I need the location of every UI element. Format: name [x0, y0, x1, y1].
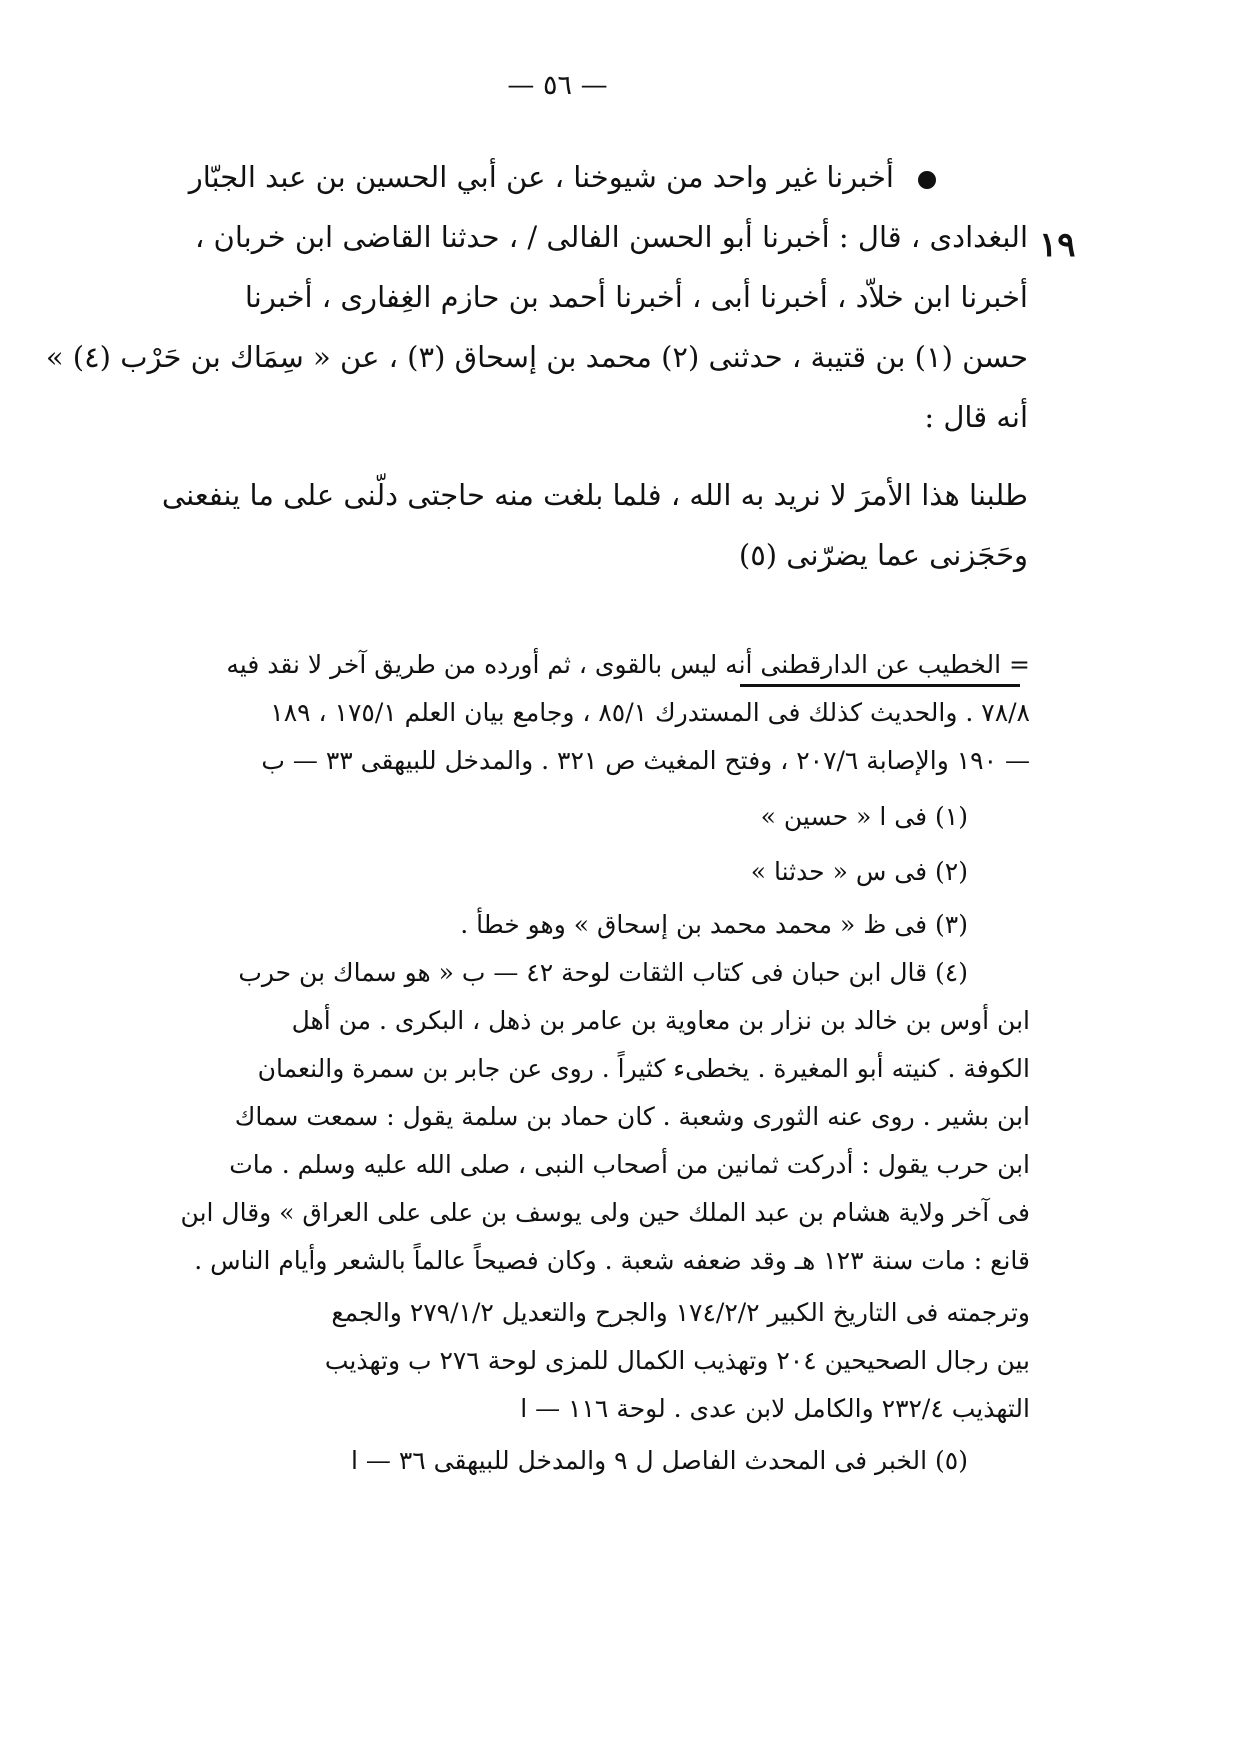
- footnote-line: ٧٨/٨ . والحديث كذلك فى المستدرك ٨٥/١ ، وجامع بيان العلم ١٧٥/١ ، ١٨٩: [270, 698, 1030, 727]
- main-line: حسن (١) بن قتيبة ، حدثنى (٢) محمد بن إسحاق (٣) ، عن « سِمَاك بن حَرْب (٤) »: [45, 340, 1028, 374]
- footnote-line: ابن حرب يقول : أدركت ثمانين من أصحاب النبى ، صلى الله عليه وسلم . مات: [229, 1150, 1030, 1179]
- footnote-line: — ١٩٠ والإصابة ٢٠٧/٦ ، وفتح المغيث ص ٣٢١ . والمدخل للبيهقى ٣٣ — ب: [261, 746, 1030, 775]
- main-line: أخبرنا ابن خلاّد ، أخبرنا أبى ، أخبرنا أحمد بن حازم الغِفارى ، أخبرنا: [244, 280, 1028, 314]
- footnote-line: ابن بشير . روى عنه الثورى وشعبة . كان حماد بن سلمة يقول : سمعت سماك: [234, 1102, 1030, 1131]
- footnote-line: (٤) قال ابن حبان فى كتاب الثقات لوحة ٤٢ — ب « هو سماك بن حرب: [238, 958, 968, 987]
- footnote-line: بين رجال الصحيحين ٢٠٤ وتهذيب الكمال للمزى لوحة ٢٧٦ ب وتهذيب: [324, 1346, 1030, 1375]
- footnote-line: الكوفة . كنيته أبو المغيرة . يخطىء كثيراً . روى عن جابر بن سمرة والنعمان: [257, 1054, 1030, 1083]
- footnote-line: (٥) الخبر فى المحدث الفاصل ل ٩ والمدخل للبيهقى ٣٦ — ا: [350, 1446, 968, 1475]
- main-line: أنه قال :: [924, 400, 1028, 434]
- footnote-line: التهذيب ٢٣٢/٤ والكامل لابن عدى . لوحة ١١٦ — ا: [520, 1394, 1030, 1423]
- side-number: ١٩: [1039, 225, 1076, 265]
- footnote-line: وترجمته فى التاريخ الكبير ١٧٤/٢/٢ والجرح والتعديل ٢٧٩/١/٢ والجمع: [331, 1298, 1030, 1327]
- divider-line: [740, 684, 1020, 687]
- footnote-line: (٢) فى س « حدثنا »: [750, 857, 968, 886]
- bullet-icon: [918, 171, 936, 189]
- footnote-line: = الخطيب عن الدارقطنى أنه ليس بالقوى ، ثم أورده من طريق آخر لا نقد فيه: [226, 650, 1030, 679]
- footnote-line: فى آخر ولاية هشام بن عبد الملك حين ولى يوسف بن على على العراق » وقال ابن: [180, 1198, 1030, 1227]
- main-line: وحَجَزنى عما يضرّنى (٥): [738, 538, 1028, 572]
- page-number: — ٥٦ —: [507, 70, 608, 101]
- footnote-line: ابن أوس بن خالد بن نزار بن معاوية بن عامر بن ذهل ، البكرى . من أهل: [291, 1006, 1030, 1035]
- footnote-line: (٣) فى ظ « محمد محمد بن إسحاق » وهو خطأ .: [460, 910, 968, 939]
- main-line: البغدادى ، قال : أخبرنا أبو الحسن الفالى / ، حدثنا القاضى ابن خربان ،: [194, 220, 1028, 254]
- footnote-line: قانع : مات سنة ١٢٣ هـ وقد ضعفه شعبة . وكان فصيحاً عالماً بالشعر وأيام الناس .: [194, 1246, 1030, 1275]
- main-line: أخبرنا غير واحد من شيوخنا ، عن أبي الحسين بن عبد الجبّار: [188, 160, 894, 194]
- main-line: طلبنا هذا الأمرَ لا نريد به الله ، فلما بلغت منه حاجتى دلّنى على ما ينفعنى: [161, 478, 1028, 512]
- footnote-line: (١) فى ا « حسين »: [760, 802, 968, 831]
